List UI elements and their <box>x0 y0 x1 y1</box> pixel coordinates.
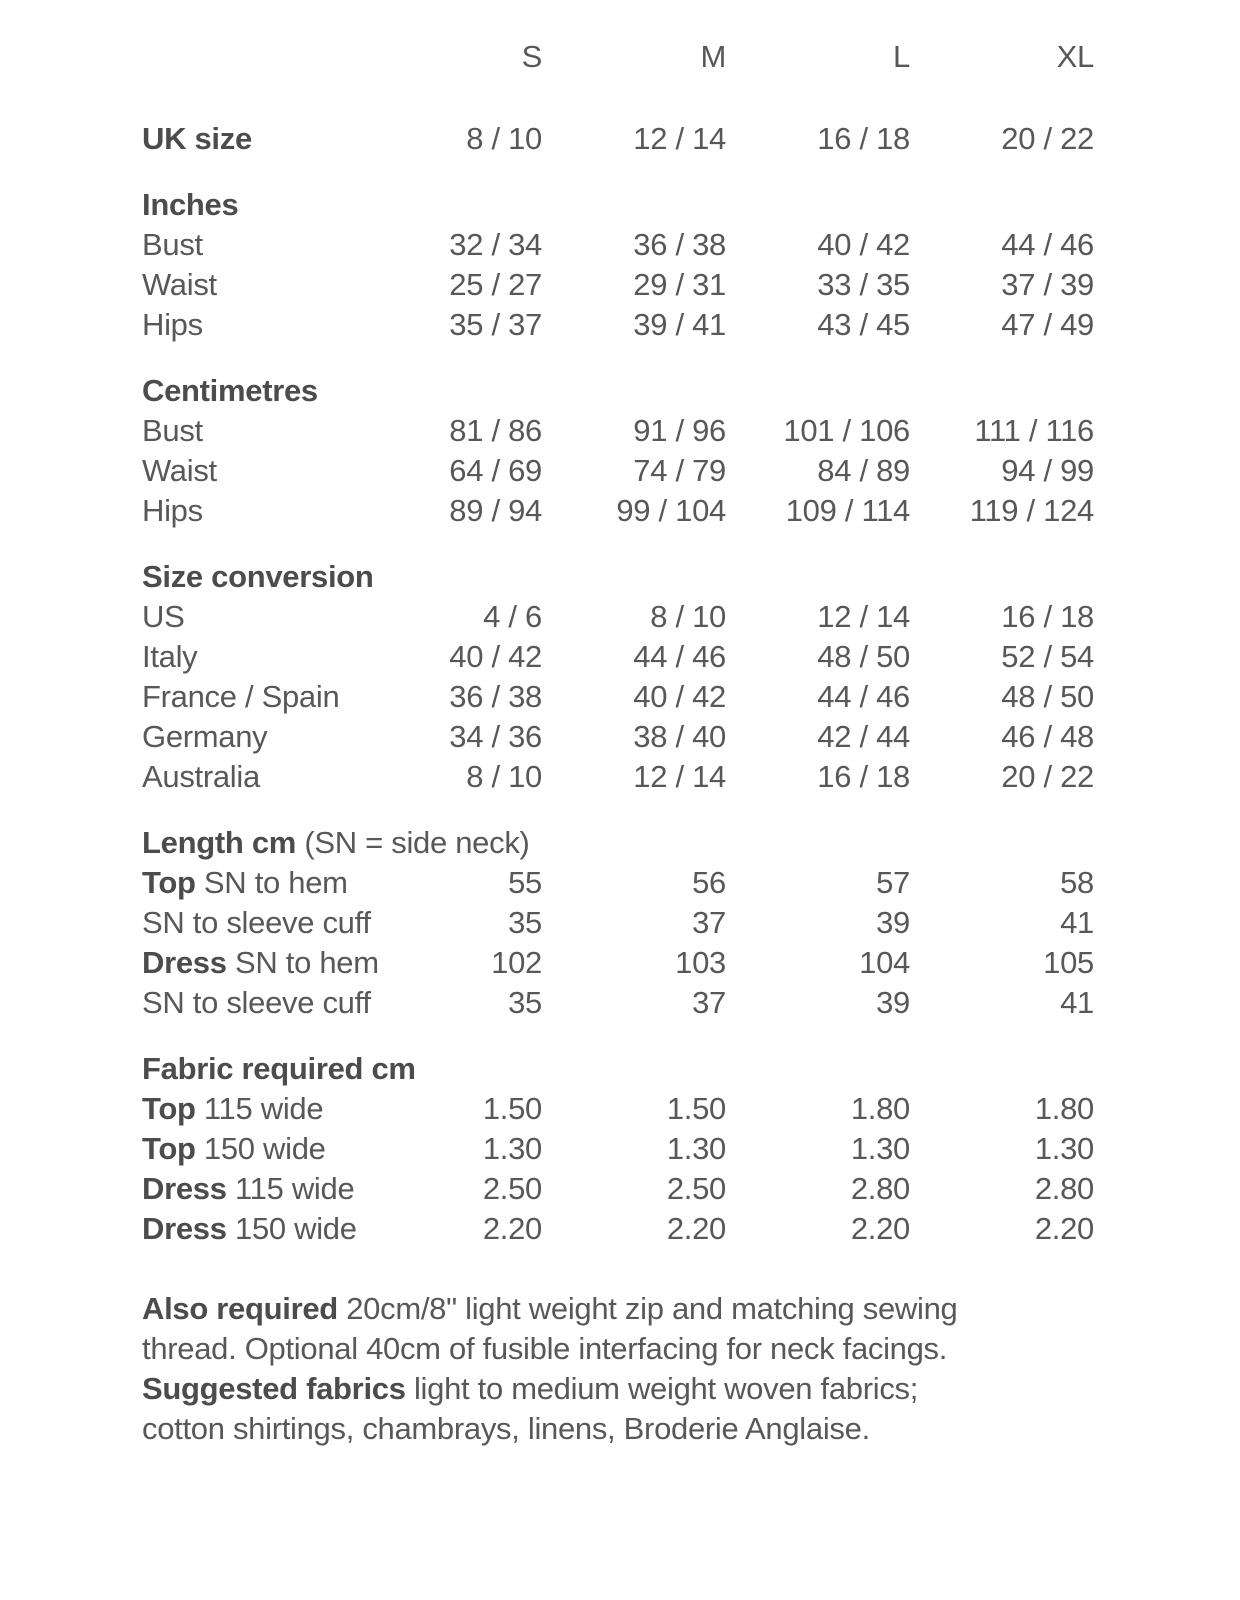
value-cell: 8 / 10 <box>466 759 542 794</box>
value-cell: 12 / 14 <box>633 121 726 156</box>
column-header-l: L <box>893 39 910 74</box>
row-label: Dress 150 wide <box>142 1211 357 1246</box>
value-cell: 1.50 <box>482 1091 542 1126</box>
value-cell: 58 <box>1060 865 1094 900</box>
footer-line-fabric-examples: cotton shirtings, chambrays, linens, Broderie Anglaise. <box>142 1411 870 1446</box>
value-cell: 12 / 14 <box>817 599 910 634</box>
row-label: Dress SN to hem <box>142 945 379 980</box>
value-cell: 102 <box>491 945 542 980</box>
value-cell: 56 <box>692 865 726 900</box>
table-row-us <box>142 597 1094 637</box>
table-row-italy <box>142 637 1094 677</box>
footer-line-suggested-fabrics: Suggested fabrics light to medium weight woven fabrics; <box>142 1371 919 1406</box>
value-cell: 103 <box>675 945 726 980</box>
value-cell: 1.30 <box>482 1131 542 1166</box>
row-label: Waist <box>142 453 217 488</box>
value-cell: 1.50 <box>666 1091 726 1126</box>
value-cell: 2.80 <box>1034 1171 1094 1206</box>
value-cell: 38 / 40 <box>633 719 726 754</box>
value-cell: 52 / 54 <box>1001 639 1094 674</box>
value-cell: 2.20 <box>666 1211 726 1246</box>
value-cell: 4 / 6 <box>483 599 542 634</box>
value-cell: 94 / 99 <box>1001 453 1094 488</box>
table-row-inches-waist <box>142 265 1094 305</box>
value-cell: 39 / 41 <box>633 307 726 342</box>
header-spacer <box>142 37 358 77</box>
value-cell: 37 <box>692 985 726 1020</box>
table-row-france-spain <box>142 677 1094 717</box>
value-cell: 2.20 <box>482 1211 542 1246</box>
value-cell: 35 <box>508 905 542 940</box>
table-row-cm-bust <box>142 411 1094 451</box>
value-cell: 25 / 27 <box>449 267 542 302</box>
value-cell: 43 / 45 <box>817 307 910 342</box>
value-cell: 64 / 69 <box>449 453 542 488</box>
table-row-dress-sn-to-sleeve-cuff <box>142 983 1094 1023</box>
value-cell: 55 <box>508 865 542 900</box>
value-cell: 36 / 38 <box>449 679 542 714</box>
row-label: US <box>142 599 185 634</box>
table-row-inches-hips <box>142 305 1094 345</box>
value-cell: 37 <box>692 905 726 940</box>
section-heading-length: Length cm (SN = side neck) <box>142 825 530 860</box>
column-header-s: S <box>521 39 542 74</box>
value-cell: 91 / 96 <box>633 413 726 448</box>
value-cell: 32 / 34 <box>449 227 542 262</box>
value-cell: 1.30 <box>850 1131 910 1166</box>
value-cell: 39 <box>876 905 910 940</box>
value-cell: 48 / 50 <box>1001 679 1094 714</box>
value-cell: 109 / 114 <box>785 493 910 528</box>
value-cell: 1.30 <box>1034 1131 1094 1166</box>
value-cell: 101 / 106 <box>783 413 910 448</box>
value-cell: 57 <box>876 865 910 900</box>
value-cell: 16 / 18 <box>817 759 910 794</box>
value-cell: 1.80 <box>850 1091 910 1126</box>
value-cell: 47 / 49 <box>1001 307 1094 342</box>
value-cell: 35 / 37 <box>449 307 542 342</box>
value-cell: 44 / 46 <box>817 679 910 714</box>
table-row-dress-sn-to-hem <box>142 943 1094 983</box>
value-cell: 40 / 42 <box>817 227 910 262</box>
row-label: Germany <box>142 719 268 754</box>
value-cell: 20 / 22 <box>1001 121 1094 156</box>
value-cell: 99 / 104 <box>616 493 726 528</box>
footer-line-thread: thread. Optional 40cm of fusible interfacing for neck facings. <box>142 1331 948 1366</box>
table-row-inches-bust <box>142 225 1094 265</box>
row-label: France / Spain <box>142 679 340 714</box>
row-label: Dress 115 wide <box>142 1171 355 1206</box>
row-label: Bust <box>142 413 203 448</box>
value-cell: 119 / 124 <box>969 493 1094 528</box>
value-cell: 42 / 44 <box>817 719 910 754</box>
row-label: Bust <box>142 227 203 262</box>
value-cell: 104 <box>859 945 910 980</box>
value-cell: 2.50 <box>482 1171 542 1206</box>
section-heading-inches: Inches <box>142 187 239 222</box>
row-label: Top 150 wide <box>142 1131 326 1166</box>
table-row-australia <box>142 757 1094 797</box>
value-cell: 44 / 46 <box>1001 227 1094 262</box>
value-cell: 2.50 <box>666 1171 726 1206</box>
value-cell: 40 / 42 <box>633 679 726 714</box>
value-cell: 1.30 <box>666 1131 726 1166</box>
section-heading-fabric: Fabric required cm <box>142 1051 416 1086</box>
value-cell: 84 / 89 <box>817 453 910 488</box>
table-row-top-150-wide <box>142 1129 1094 1169</box>
row-label: Waist <box>142 267 217 302</box>
column-header-m: M <box>700 39 726 74</box>
section-heading-centimetres: Centimetres <box>142 373 318 408</box>
value-cell: 41 <box>1060 905 1094 940</box>
value-cell: 1.80 <box>1034 1091 1094 1126</box>
row-label: SN to sleeve cuff <box>142 985 371 1020</box>
value-cell: 40 / 42 <box>449 639 542 674</box>
footer-line-also-required: Also required 20cm/8" light weight zip and matching sewing <box>142 1291 958 1326</box>
table-row-dress-115-wide <box>142 1169 1094 1209</box>
section-heading-size-conversion: Size conversion <box>142 559 374 594</box>
value-cell: 8 / 10 <box>466 121 542 156</box>
value-cell: 2.20 <box>850 1211 910 1246</box>
table-row-cm-waist <box>142 451 1094 491</box>
table-row-dress-150-wide <box>142 1209 1094 1249</box>
table-row-top-115-wide <box>142 1089 1094 1129</box>
value-cell: 29 / 31 <box>633 267 726 302</box>
value-cell: 111 / 116 <box>974 413 1094 448</box>
value-cell: 74 / 79 <box>633 453 726 488</box>
value-cell: 16 / 18 <box>817 121 910 156</box>
footer-notes <box>142 1289 1142 1449</box>
value-cell: 20 / 22 <box>1001 759 1094 794</box>
value-cell: 89 / 94 <box>449 493 542 528</box>
row-label: Italy <box>142 639 198 674</box>
value-cell: 36 / 38 <box>633 227 726 262</box>
row-label: UK size <box>142 121 252 156</box>
value-cell: 105 <box>1043 945 1094 980</box>
value-cell: 33 / 35 <box>817 267 910 302</box>
table-row-germany <box>142 717 1094 757</box>
row-label: Top SN to hem <box>142 865 348 900</box>
value-cell: 12 / 14 <box>633 759 726 794</box>
value-cell: 41 <box>1060 985 1094 1020</box>
size-column-header-row <box>142 37 1094 77</box>
column-header-xl: XL <box>1056 39 1094 74</box>
row-label: Hips <box>142 307 203 342</box>
value-cell: 2.80 <box>850 1171 910 1206</box>
value-cell: 8 / 10 <box>650 599 726 634</box>
value-cell: 35 <box>508 985 542 1020</box>
value-cell: 39 <box>876 985 910 1020</box>
row-label: Hips <box>142 493 203 528</box>
value-cell: 2.20 <box>1034 1211 1094 1246</box>
row-label: Australia <box>142 759 260 794</box>
row-label: Top 115 wide <box>142 1091 324 1126</box>
row-label: SN to sleeve cuff <box>142 905 371 940</box>
value-cell: 16 / 18 <box>1001 599 1094 634</box>
value-cell: 48 / 50 <box>817 639 910 674</box>
value-cell: 81 / 86 <box>449 413 542 448</box>
value-cell: 44 / 46 <box>633 639 726 674</box>
table-row-top-sn-to-sleeve-cuff <box>142 903 1094 943</box>
value-cell: 46 / 48 <box>1001 719 1094 754</box>
table-row-cm-hips <box>142 491 1094 531</box>
table-row-top-sn-to-hem <box>142 863 1094 903</box>
value-cell: 34 / 36 <box>449 719 542 754</box>
value-cell: 37 / 39 <box>1001 267 1094 302</box>
table-row-uk-size <box>142 119 1094 159</box>
